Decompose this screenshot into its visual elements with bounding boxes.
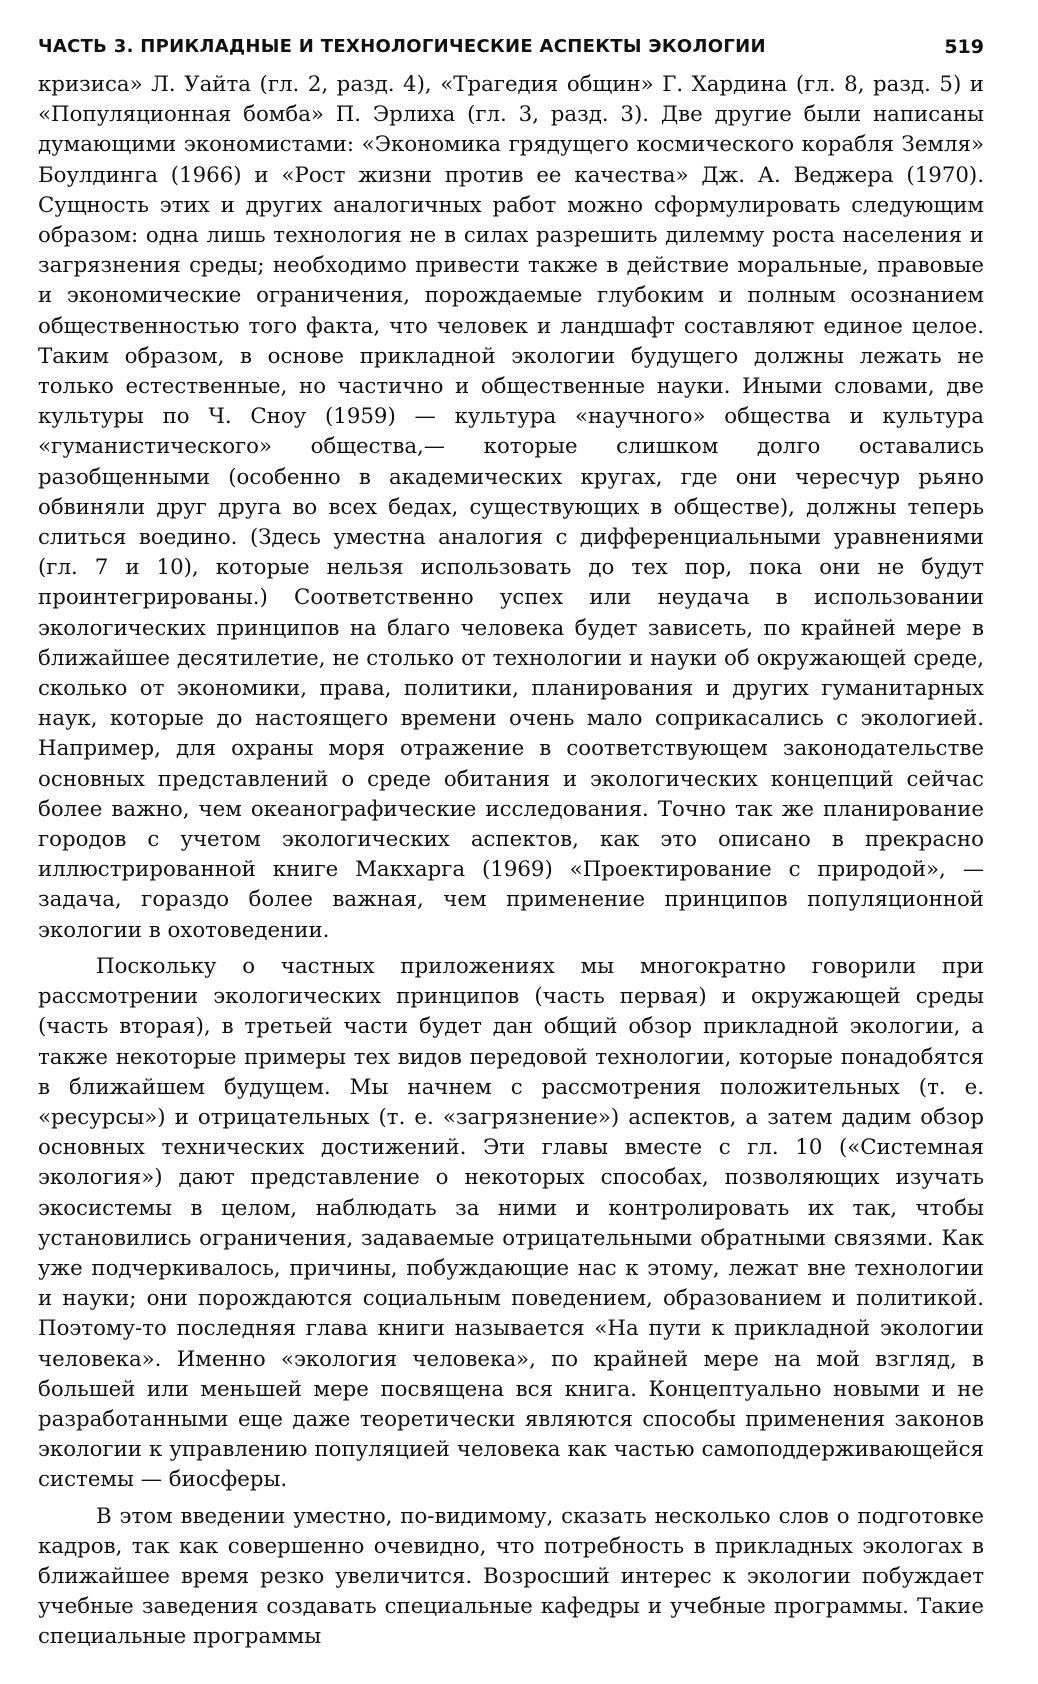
book-page [38, 30, 984, 1653]
paragraph-1: кризиса» Л. Уайта (гл. 2, разд. 4), «Трагедия общин» Г. Хардина (гл. 8, разд. 5) и «Популяционная бомба» П. Эрлиха (гл. 3, разд. 3). Две другие были написаны думающими экономистами: «Экономика грядущего космического корабля Земля» Боулдинга (1966) и «Рост жизни против ее качества» Дж. А. Веджера (1970). Сущность этих и других аналогичных работ можно сформулировать следующим образом: одна лишь технология не в силах разрешить дилемму роста населения и загрязнения среды; необходимо привести также в действие моральные, правовые и экономические ограничения, порождаемые глубоким и полным осознанием общественностью того факта, что человек и ландшафт составляют единое целое. Таким образом, в основе прикладной экологии будущего должны лежать не только естественные, но частично и общественные науки. Иными словами, две культуры по Ч. Сноу (1959) — культура «научного» общества и культура «гуманистического» общества,— которые слишком долго оставались разобщенными (особенно в академических кругах, где они чересчур рьяно обвиняли друг друга во всех бедах, существующих в обществе), должны теперь слиться воедино. (Здесь уместна аналогия с дифференциальными уравнениями (гл. 7 и 10), которые нельзя использовать до тех пор, пока они не будут проинтегрированы.) Соответственно успех или неудача в использовании экологических принципов на благо человека будет зависеть, по крайней мере в ближайшее десятилетие, не столько от технологии и науки об окружающей среде, сколько от экономики, права, политики, планирования и других гуманитарных наук, которые до настоящего времени очень мало соприкасались с экологией. Например, для охраны моря отражение в соответствующем законодательстве основных представлений о среде обитания и экологических концепций сейчас более важно, чем океанографические исследования. Точно так же планирование городов с учетом экологических аспектов, как это описано в прекрасно иллюстрированной книге Макхарга (1969) «Проектирование с природой», — задача, гораздо более важная, чем применение принципов популяционной экологии в охотоведении. [38, 72, 984, 943]
body-text [38, 70, 984, 1653]
running-head-title: ЧАСТЬ 3. ПРИКЛАДНЫЕ И ТЕХНОЛОГИЧЕСКИЕ АСПЕКТЫ ЭКОЛОГИИ [38, 36, 766, 57]
page-number: 519 [944, 36, 984, 58]
paragraph-3: В этом введении уместно, по-видимому, сказать несколько слов о подготовке кадров, так как совершенно очевидно, что потребность в прикладных экологах в ближайшее время резко увеличится. Возросший интерес к экологии побуждает учебные заведения создавать специальные кафедры и учебные программы. Такие специальные программы [38, 1503, 984, 1650]
paragraph-2: Поскольку о частных приложениях мы многократно говорили при рассмотрении экологических принципов (часть первая) и окружающей среды (часть вторая), в третьей части будет дан общий обзор прикладной экологии, а также некоторые примеры тех видов передовой технологии, которые понадобятся в ближайшем будущем. Мы начнем с рассмотрения положительных (т. е. «ресурсы») и отрицательных (т. е. «загрязнение») аспектов, а затем дадим обзор основных технических достижений. Эти главы вместе с гл. 10 («Системная экология») дают представление о некоторых способах, позволяющих изучать экосистемы в целом, наблюдать за ними и контролировать их так, чтобы установились ограничения, задаваемые отрицательными обратными связями. Как уже подчеркивалось, причины, побуждающие нас к этому, лежат вне технологии и науки; они порождаются социальным поведением, образованием и политикой. Поэтому-то последняя глава книги называется «На пути к прикладной экологии человека». Именно «экология человека», по крайней мере на мой взгляд, в большей или меньшей мере посвящена вся книга. Концептуально новыми и не разработанными еще даже теоретически являются способы применения законов экологии к управлению популяцией человека как частью самоподдерживающейся системы — биосферы. [38, 953, 984, 1493]
running-head [38, 30, 984, 64]
